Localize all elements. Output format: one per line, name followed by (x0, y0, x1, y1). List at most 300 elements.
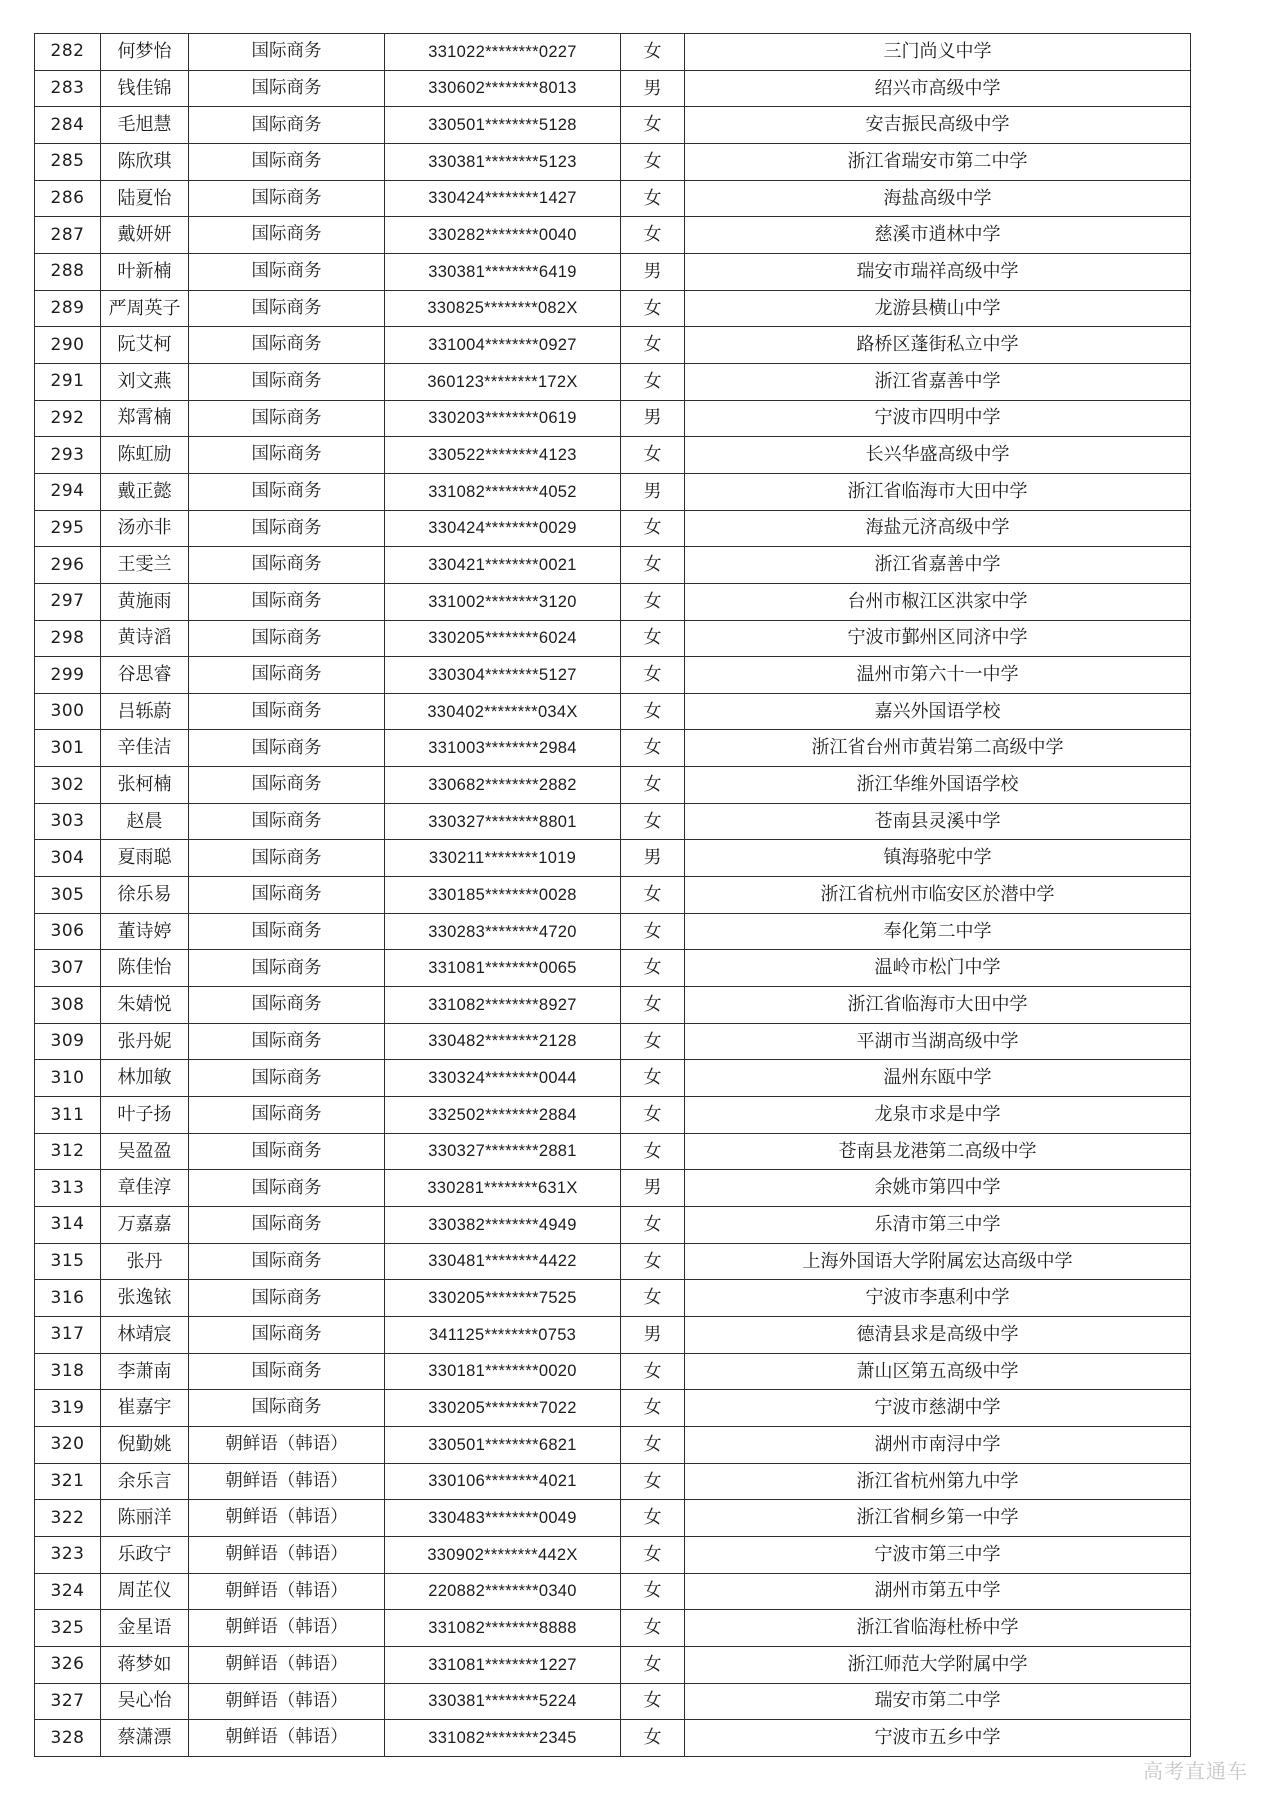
table-row (35, 913, 1191, 950)
row-number-cell: 304 (35, 840, 101, 877)
id-number-cell: 331002********3120 (385, 583, 621, 620)
row-number-cell: 298 (35, 620, 101, 657)
row-number-cell: 324 (35, 1573, 101, 1610)
gender-cell: 女 (621, 510, 685, 547)
major-cell: 国际商务 (189, 253, 385, 290)
table-row (35, 327, 1191, 364)
student-name-cell: 毛旭慧 (101, 107, 189, 144)
gender-cell: 女 (621, 1720, 685, 1757)
major-cell: 国际商务 (189, 547, 385, 584)
student-name-cell: 郑霄楠 (101, 400, 189, 437)
school-cell: 浙江省临海市大田中学 (685, 987, 1191, 1024)
row-number-cell: 320 (35, 1426, 101, 1463)
major-cell: 朝鲜语（韩语） (189, 1610, 385, 1647)
row-number-cell: 295 (35, 510, 101, 547)
student-name-cell: 崔嘉宇 (101, 1390, 189, 1427)
id-number-cell: 330825********082X (385, 290, 621, 327)
major-cell: 国际商务 (189, 217, 385, 254)
row-number-cell: 299 (35, 657, 101, 694)
row-number-cell: 318 (35, 1353, 101, 1390)
student-name-cell: 谷思睿 (101, 657, 189, 694)
major-cell: 朝鲜语（韩语） (189, 1426, 385, 1463)
gender-cell: 女 (621, 107, 685, 144)
row-number-cell: 294 (35, 473, 101, 510)
row-number-cell: 305 (35, 877, 101, 914)
student-name-cell: 倪勤姚 (101, 1426, 189, 1463)
id-number-cell: 330381********6419 (385, 253, 621, 290)
major-cell: 国际商务 (189, 327, 385, 364)
id-number-cell: 331082********8888 (385, 1610, 621, 1647)
gender-cell: 女 (621, 913, 685, 950)
major-cell: 国际商务 (189, 143, 385, 180)
student-name-cell: 蔡潇漂 (101, 1720, 189, 1757)
table-row (35, 620, 1191, 657)
gender-cell: 女 (621, 767, 685, 804)
major-cell: 国际商务 (189, 107, 385, 144)
school-cell: 绍兴市高级中学 (685, 70, 1191, 107)
major-cell: 国际商务 (189, 1097, 385, 1134)
student-name-cell: 戴妍妍 (101, 217, 189, 254)
school-cell: 浙江省瑞安市第二中学 (685, 143, 1191, 180)
student-name-cell: 朱婧悦 (101, 987, 189, 1024)
student-name-cell: 阮艾柯 (101, 327, 189, 364)
student-name-cell: 刘文燕 (101, 363, 189, 400)
student-name-cell: 张柯楠 (101, 767, 189, 804)
school-cell: 上海外国语大学附属宏达高级中学 (685, 1243, 1191, 1280)
id-number-cell: 330501********5128 (385, 107, 621, 144)
major-cell: 国际商务 (189, 437, 385, 474)
major-cell: 国际商务 (189, 767, 385, 804)
major-cell: 国际商务 (189, 70, 385, 107)
table-row (35, 877, 1191, 914)
row-number-cell: 323 (35, 1536, 101, 1573)
student-name-cell: 张丹 (101, 1243, 189, 1280)
school-cell: 宁波市五乡中学 (685, 1720, 1191, 1757)
major-cell: 国际商务 (189, 1280, 385, 1317)
major-cell: 国际商务 (189, 840, 385, 877)
id-number-cell: 331082********4052 (385, 473, 621, 510)
student-name-cell: 陈佳怡 (101, 950, 189, 987)
gender-cell: 女 (621, 730, 685, 767)
school-cell: 浙江省嘉善中学 (685, 547, 1191, 584)
table-row (35, 1390, 1191, 1427)
table-row (35, 950, 1191, 987)
student-name-cell: 董诗婷 (101, 913, 189, 950)
id-number-cell: 330327********8801 (385, 803, 621, 840)
id-number-cell: 330205********7525 (385, 1280, 621, 1317)
gender-cell: 女 (621, 1463, 685, 1500)
row-number-cell: 287 (35, 217, 101, 254)
gender-cell: 女 (621, 1097, 685, 1134)
id-number-cell: 341125********0753 (385, 1316, 621, 1353)
school-cell: 乐清市第三中学 (685, 1207, 1191, 1244)
row-number-cell: 291 (35, 363, 101, 400)
table-row (35, 363, 1191, 400)
gender-cell: 女 (621, 327, 685, 364)
school-cell: 慈溪市逍林中学 (685, 217, 1191, 254)
gender-cell: 女 (621, 34, 685, 71)
major-cell: 国际商务 (189, 1353, 385, 1390)
gender-cell: 女 (621, 1280, 685, 1317)
school-cell: 浙江省嘉善中学 (685, 363, 1191, 400)
table-row (35, 1536, 1191, 1573)
major-cell: 国际商务 (189, 400, 385, 437)
row-number-cell: 314 (35, 1207, 101, 1244)
student-name-cell: 赵晨 (101, 803, 189, 840)
student-name-cell: 张丹妮 (101, 1023, 189, 1060)
major-cell: 国际商务 (189, 1316, 385, 1353)
id-number-cell: 330522********4123 (385, 437, 621, 474)
table-row (35, 510, 1191, 547)
school-cell: 浙江师范大学附属中学 (685, 1646, 1191, 1683)
student-name-cell: 辛佳洁 (101, 730, 189, 767)
id-number-cell: 331081********0065 (385, 950, 621, 987)
student-name-cell: 叶子扬 (101, 1097, 189, 1134)
id-number-cell: 330203********0619 (385, 400, 621, 437)
student-name-cell: 黄诗滔 (101, 620, 189, 657)
school-cell: 浙江省杭州市临安区於潜中学 (685, 877, 1191, 914)
gender-cell: 女 (621, 1646, 685, 1683)
major-cell: 朝鲜语（韩语） (189, 1646, 385, 1683)
row-number-cell: 300 (35, 693, 101, 730)
school-cell: 余姚市第四中学 (685, 1170, 1191, 1207)
school-cell: 三门尚义中学 (685, 34, 1191, 71)
school-cell: 瑞安市瑞祥高级中学 (685, 253, 1191, 290)
id-number-cell: 330421********0021 (385, 547, 621, 584)
student-name-cell: 万嘉嘉 (101, 1207, 189, 1244)
id-number-cell: 330402********034X (385, 693, 621, 730)
gender-cell: 男 (621, 1316, 685, 1353)
major-cell: 国际商务 (189, 987, 385, 1024)
table-row (35, 290, 1191, 327)
id-number-cell: 330205********6024 (385, 620, 621, 657)
student-name-cell: 林靖宸 (101, 1316, 189, 1353)
table-row (35, 730, 1191, 767)
school-cell: 嘉兴外国语学校 (685, 693, 1191, 730)
school-cell: 温州东瓯中学 (685, 1060, 1191, 1097)
table-row (35, 1646, 1191, 1683)
table-row (35, 70, 1191, 107)
id-number-cell: 331004********0927 (385, 327, 621, 364)
row-number-cell: 319 (35, 1390, 101, 1427)
gender-cell: 女 (621, 290, 685, 327)
table-row (35, 437, 1191, 474)
student-name-cell: 夏雨聪 (101, 840, 189, 877)
major-cell: 国际商务 (189, 803, 385, 840)
table-row (35, 1426, 1191, 1463)
row-number-cell: 328 (35, 1720, 101, 1757)
row-number-cell: 284 (35, 107, 101, 144)
row-number-cell: 312 (35, 1133, 101, 1170)
school-cell: 宁波市慈湖中学 (685, 1390, 1191, 1427)
row-number-cell: 315 (35, 1243, 101, 1280)
school-cell: 苍南县灵溪中学 (685, 803, 1191, 840)
table-row (35, 1170, 1191, 1207)
school-cell: 龙泉市求是中学 (685, 1097, 1191, 1134)
gender-cell: 女 (621, 1023, 685, 1060)
row-number-cell: 316 (35, 1280, 101, 1317)
student-name-cell: 吕轹蔚 (101, 693, 189, 730)
major-cell: 朝鲜语（韩语） (189, 1463, 385, 1500)
id-number-cell: 331082********2345 (385, 1720, 621, 1757)
gender-cell: 女 (621, 1536, 685, 1573)
row-number-cell: 306 (35, 913, 101, 950)
student-name-cell: 周芷仪 (101, 1573, 189, 1610)
row-number-cell: 282 (35, 34, 101, 71)
table-row (35, 107, 1191, 144)
table-row (35, 400, 1191, 437)
id-number-cell: 330382********4949 (385, 1207, 621, 1244)
major-cell: 朝鲜语（韩语） (189, 1536, 385, 1573)
row-number-cell: 286 (35, 180, 101, 217)
major-cell: 国际商务 (189, 510, 385, 547)
id-number-cell: 330327********2881 (385, 1133, 621, 1170)
id-number-cell: 330483********0049 (385, 1500, 621, 1537)
table-row (35, 1463, 1191, 1500)
table-row (35, 803, 1191, 840)
gender-cell: 女 (621, 987, 685, 1024)
major-cell: 国际商务 (189, 473, 385, 510)
student-name-cell: 陈欣琪 (101, 143, 189, 180)
student-name-cell: 吴心怡 (101, 1683, 189, 1720)
major-cell: 国际商务 (189, 1060, 385, 1097)
school-cell: 苍南县龙港第二高级中学 (685, 1133, 1191, 1170)
row-number-cell: 288 (35, 253, 101, 290)
gender-cell: 女 (621, 1207, 685, 1244)
id-number-cell: 330602********8013 (385, 70, 621, 107)
gender-cell: 女 (621, 950, 685, 987)
school-cell: 德清县求是高级中学 (685, 1316, 1191, 1353)
id-number-cell: 330381********5123 (385, 143, 621, 180)
id-number-cell: 360123********172X (385, 363, 621, 400)
table-row (35, 767, 1191, 804)
student-name-cell: 黄施雨 (101, 583, 189, 620)
id-number-cell: 330106********4021 (385, 1463, 621, 1500)
id-number-cell: 331003********2984 (385, 730, 621, 767)
school-cell: 温岭市松门中学 (685, 950, 1191, 987)
gender-cell: 女 (621, 1060, 685, 1097)
school-cell: 台州市椒江区洪家中学 (685, 583, 1191, 620)
major-cell: 朝鲜语（韩语） (189, 1683, 385, 1720)
table-row (35, 1720, 1191, 1757)
school-cell: 浙江省杭州第九中学 (685, 1463, 1191, 1500)
row-number-cell: 317 (35, 1316, 101, 1353)
row-number-cell: 310 (35, 1060, 101, 1097)
major-cell: 国际商务 (189, 730, 385, 767)
gender-cell: 女 (621, 1573, 685, 1610)
school-cell: 瑞安市第二中学 (685, 1683, 1191, 1720)
school-cell: 安吉振民高级中学 (685, 107, 1191, 144)
gender-cell: 女 (621, 437, 685, 474)
student-name-cell: 钱佳锦 (101, 70, 189, 107)
school-cell: 镇海骆驼中学 (685, 840, 1191, 877)
watermark: 高考直通车 (1143, 1759, 1248, 1783)
table-row (35, 693, 1191, 730)
major-cell: 国际商务 (189, 363, 385, 400)
row-number-cell: 326 (35, 1646, 101, 1683)
table-body (35, 34, 1191, 1757)
school-cell: 奉化第二中学 (685, 913, 1191, 950)
major-cell: 国际商务 (189, 913, 385, 950)
school-cell: 海盐高级中学 (685, 180, 1191, 217)
table-row (35, 1280, 1191, 1317)
id-number-cell: 330281********631X (385, 1170, 621, 1207)
student-name-cell: 张逸铱 (101, 1280, 189, 1317)
gender-cell: 女 (621, 693, 685, 730)
row-number-cell: 325 (35, 1610, 101, 1647)
student-name-cell: 陆夏怡 (101, 180, 189, 217)
major-cell: 国际商务 (189, 180, 385, 217)
major-cell: 国际商务 (189, 1390, 385, 1427)
gender-cell: 女 (621, 583, 685, 620)
student-name-cell: 李萧南 (101, 1353, 189, 1390)
gender-cell: 女 (621, 1353, 685, 1390)
id-number-cell: 330205********7022 (385, 1390, 621, 1427)
id-number-cell: 330424********1427 (385, 180, 621, 217)
table-row (35, 583, 1191, 620)
id-number-cell: 331082********8927 (385, 987, 621, 1024)
id-number-cell: 330482********2128 (385, 1023, 621, 1060)
student-name-cell: 余乐言 (101, 1463, 189, 1500)
id-number-cell: 331022********0227 (385, 34, 621, 71)
row-number-cell: 322 (35, 1500, 101, 1537)
row-number-cell: 283 (35, 70, 101, 107)
school-cell: 浙江省桐乡第一中学 (685, 1500, 1191, 1537)
row-number-cell: 293 (35, 437, 101, 474)
row-number-cell: 321 (35, 1463, 101, 1500)
row-number-cell: 302 (35, 767, 101, 804)
row-number-cell: 309 (35, 1023, 101, 1060)
row-number-cell: 289 (35, 290, 101, 327)
row-number-cell: 307 (35, 950, 101, 987)
gender-cell: 女 (621, 180, 685, 217)
school-cell: 浙江省台州市黄岩第二高级中学 (685, 730, 1191, 767)
gender-cell: 女 (621, 1390, 685, 1427)
major-cell: 国际商务 (189, 1170, 385, 1207)
id-number-cell: 330283********4720 (385, 913, 621, 950)
table-row (35, 473, 1191, 510)
student-name-cell: 汤亦非 (101, 510, 189, 547)
table-row (35, 217, 1191, 254)
id-number-cell: 330902********442X (385, 1536, 621, 1573)
gender-cell: 女 (621, 547, 685, 584)
table-row (35, 143, 1191, 180)
gender-cell: 男 (621, 1170, 685, 1207)
table-row (35, 1500, 1191, 1537)
major-cell: 国际商务 (189, 34, 385, 71)
student-name-cell: 戴正懿 (101, 473, 189, 510)
table-row (35, 1023, 1191, 1060)
school-cell: 路桥区蓬街私立中学 (685, 327, 1191, 364)
id-number-cell: 330682********2882 (385, 767, 621, 804)
id-number-cell: 330304********5127 (385, 657, 621, 694)
school-cell: 湖州市第五中学 (685, 1573, 1191, 1610)
school-cell: 萧山区第五高级中学 (685, 1353, 1191, 1390)
id-number-cell: 330324********0044 (385, 1060, 621, 1097)
row-number-cell: 297 (35, 583, 101, 620)
student-name-cell: 蒋梦如 (101, 1646, 189, 1683)
row-number-cell: 285 (35, 143, 101, 180)
table-row (35, 987, 1191, 1024)
id-number-cell: 220882********0340 (385, 1573, 621, 1610)
id-number-cell: 330282********0040 (385, 217, 621, 254)
table-row (35, 657, 1191, 694)
table-row (35, 547, 1191, 584)
gender-cell: 女 (621, 1610, 685, 1647)
school-cell: 海盐元济高级中学 (685, 510, 1191, 547)
student-name-cell: 金星语 (101, 1610, 189, 1647)
gender-cell: 女 (621, 1243, 685, 1280)
student-name-cell: 徐乐易 (101, 877, 189, 914)
major-cell: 国际商务 (189, 693, 385, 730)
row-number-cell: 296 (35, 547, 101, 584)
gender-cell: 女 (621, 143, 685, 180)
table-row (35, 1207, 1191, 1244)
row-number-cell: 290 (35, 327, 101, 364)
row-number-cell: 311 (35, 1097, 101, 1134)
id-number-cell: 330211********1019 (385, 840, 621, 877)
major-cell: 国际商务 (189, 620, 385, 657)
student-name-cell: 章佳淳 (101, 1170, 189, 1207)
row-number-cell: 292 (35, 400, 101, 437)
gender-cell: 男 (621, 473, 685, 510)
id-number-cell: 330381********5224 (385, 1683, 621, 1720)
student-name-cell: 叶新楠 (101, 253, 189, 290)
table-row (35, 1060, 1191, 1097)
table-row (35, 1316, 1191, 1353)
id-number-cell: 330424********0029 (385, 510, 621, 547)
student-name-cell: 吴盈盈 (101, 1133, 189, 1170)
table-row (35, 1573, 1191, 1610)
gender-cell: 女 (621, 1683, 685, 1720)
gender-cell: 女 (621, 877, 685, 914)
gender-cell: 女 (621, 620, 685, 657)
id-number-cell: 330481********4422 (385, 1243, 621, 1280)
table-row (35, 1353, 1191, 1390)
major-cell: 国际商务 (189, 1133, 385, 1170)
table-row (35, 253, 1191, 290)
major-cell: 国际商务 (189, 290, 385, 327)
row-number-cell: 327 (35, 1683, 101, 1720)
table-row (35, 840, 1191, 877)
table-row (35, 1097, 1191, 1134)
gender-cell: 男 (621, 840, 685, 877)
student-name-cell: 林加敏 (101, 1060, 189, 1097)
table-row (35, 1133, 1191, 1170)
student-name-cell: 陈虹励 (101, 437, 189, 474)
table-row (35, 1683, 1191, 1720)
major-cell: 国际商务 (189, 1023, 385, 1060)
gender-cell: 男 (621, 400, 685, 437)
school-cell: 宁波市李惠利中学 (685, 1280, 1191, 1317)
table-row (35, 1610, 1191, 1647)
table-row (35, 180, 1191, 217)
table-row (35, 1243, 1191, 1280)
major-cell: 国际商务 (189, 950, 385, 987)
major-cell: 国际商务 (189, 583, 385, 620)
id-number-cell: 330501********6821 (385, 1426, 621, 1463)
school-cell: 宁波市鄞州区同济中学 (685, 620, 1191, 657)
row-number-cell: 303 (35, 803, 101, 840)
id-number-cell: 331081********1227 (385, 1646, 621, 1683)
gender-cell: 女 (621, 803, 685, 840)
student-roster-table (34, 33, 1191, 1757)
gender-cell: 女 (621, 1500, 685, 1537)
id-number-cell: 332502********2884 (385, 1097, 621, 1134)
major-cell: 国际商务 (189, 877, 385, 914)
gender-cell: 男 (621, 253, 685, 290)
school-cell: 湖州市南浔中学 (685, 1426, 1191, 1463)
